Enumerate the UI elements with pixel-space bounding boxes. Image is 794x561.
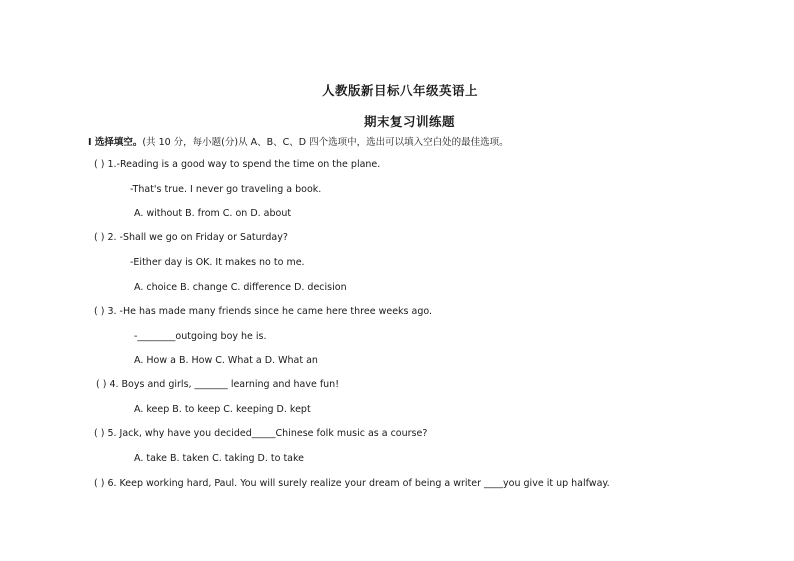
question-3-stem: ( ) 3. -He has made many friends since he came here three weeks ago. — [94, 306, 433, 317]
question-3-response: -________outgoing boy he is. — [134, 331, 267, 342]
page-title: 人教版新目标八年级英语上 — [322, 83, 479, 98]
question-5-options: A. take B. taken C. taking D. to take — [134, 453, 304, 464]
section-header — [88, 134, 509, 148]
section-label: I 选择填空。 — [88, 137, 143, 148]
question-1-response: -That's true. I never go traveling a book. — [130, 184, 322, 195]
question-1-stem: ( ) 1.-Reading is a good way to spend the time on the plane. — [94, 159, 381, 170]
page-subtitle: 期末复习训练题 — [364, 114, 456, 129]
question-2-options: A. choice B. change C. difference D. decision — [134, 282, 347, 293]
question-3-options: A. How a B. How C. What a D. What an — [134, 355, 318, 366]
question-4-stem: ( ) 4. Boys and girls, _______ learning and have fun! — [96, 379, 340, 390]
question-4-options: A. keep B. to keep C. keeping D. kept — [134, 404, 311, 415]
section-instruction: (共 10 分，每小题(分)从 A、B、C、D 四个选项中，选出可以填入空白处的最佳选项。 — [142, 137, 509, 148]
question-2-response: -Either day is OK. It makes no to me. — [130, 257, 305, 268]
question-2-stem: ( ) 2. -Shall we go on Friday or Saturday? — [94, 232, 288, 243]
question-6-stem: ( ) 6. Keep working hard, Paul. You will surely realize your dream of being a writer ____you give it up halfway. — [94, 478, 610, 489]
question-1-options: A. without B. from C. on D. about — [134, 208, 292, 219]
question-5-stem: ( ) 5. Jack, why have you decided_____Chinese folk music as a course? — [94, 428, 428, 439]
